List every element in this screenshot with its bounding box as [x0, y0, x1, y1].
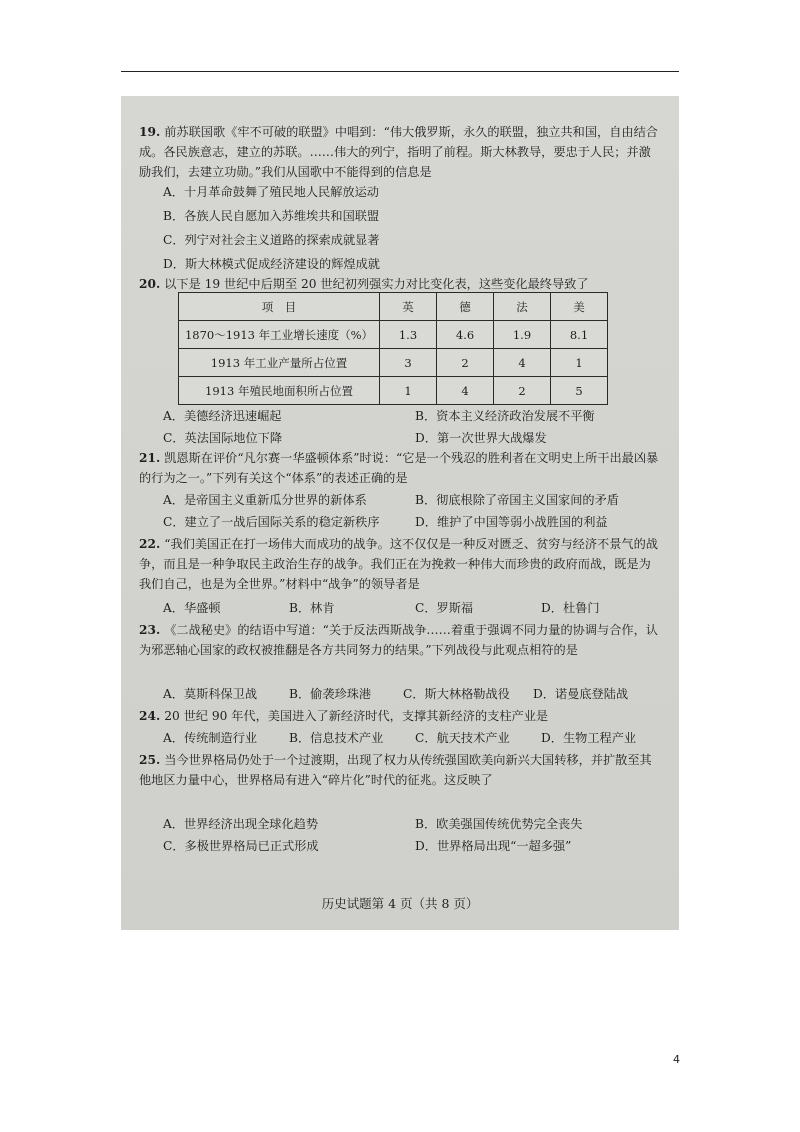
question-24 [139, 706, 661, 726]
option-d: D．杜鲁门 [541, 601, 600, 615]
table-header: 英 [380, 293, 437, 321]
question-number: 24. [139, 709, 161, 723]
question-number: 22. [139, 537, 161, 551]
question-number: 21. [139, 451, 161, 465]
options-row [163, 814, 661, 834]
question-stem: 前苏联国歌《牢不可破的联盟》中唱到：“伟大俄罗斯，永久的联盟，独立共和国，自由结合成。各民族意志，建立的苏联。……伟大的列宁，指明了前程。斯大林教导，要忠于人民；并激励我们，去建立功勋。”我们从国歌中不能得到的信息是 [139, 125, 658, 179]
table-cell: 1 [551, 349, 608, 377]
question-25 [139, 750, 661, 790]
option-d: D．第一次世界大战爆发 [415, 431, 547, 445]
table-cell: 1.3 [380, 321, 437, 349]
options-row [163, 512, 661, 532]
table-cell: 4 [494, 349, 551, 377]
question-number: 20. [139, 277, 161, 291]
question-21 [139, 448, 661, 488]
question-number: 23. [139, 623, 161, 637]
question-19 [139, 122, 661, 182]
table-cell: 4 [437, 377, 494, 405]
table-row [179, 321, 608, 349]
option-d: D．维护了中国等弱小战胜国的利益 [415, 515, 608, 529]
header-rule [121, 71, 679, 72]
option-b: B．林肯 [289, 601, 335, 615]
table-header-row [179, 293, 608, 321]
options-row [163, 490, 661, 510]
question-22 [139, 534, 661, 594]
option-d: D．斯大林模式促成经济建设的辉煌成就 [163, 257, 380, 271]
table-cell: 1913 年工业产量所占位置 [179, 349, 380, 377]
options-row [163, 406, 661, 426]
table-cell: 2 [494, 377, 551, 405]
option-d: D．生物工程产业 [541, 731, 637, 745]
option-b: B．信息技术产业 [289, 731, 384, 745]
options-row [163, 836, 661, 856]
option-b: B．彻底根除了帝国主义国家间的矛盾 [415, 493, 619, 507]
option-b: B．资本主义经济政治发展不平衡 [415, 409, 595, 423]
option-c: C．多极世界格局已正式形成 [163, 839, 319, 853]
table-header: 项 目 [179, 293, 380, 321]
option-a: A．世界经济出现全球化趋势 [163, 817, 319, 831]
question-23 [139, 620, 661, 660]
table-header: 法 [494, 293, 551, 321]
question-stem: 当今世界格局仍处于一个过渡期，出现了权力从传统强国欧美向新兴大国转移，并扩散至其他地区力量中心，世界格局有进入“碎片化”时代的征兆。这反映了 [139, 753, 652, 787]
option-c: C．斯大林格勒战役 [403, 687, 510, 701]
option-c: C．航天技术产业 [415, 731, 510, 745]
question-stem: “我们美国正在打一场伟大而成功的战争。这不仅仅是一种反对匮乏、贫穷与经济不景气的战争，而且是一种争取民主政治生存的战争。我们正在为挽救一种伟大而珍贵的政府而战，既是为我们自己，也是为全世界。”材料中“战争”的领导者是 [139, 537, 658, 591]
table-cell: 1913 年殖民地面积所占位置 [179, 377, 380, 405]
options-row [163, 728, 661, 748]
option-b: B．各族人民自愿加入苏维埃共和国联盟 [163, 209, 380, 223]
option-a: A．十月革命鼓舞了殖民地人民解放运动 [163, 185, 379, 199]
table-cell: 5 [551, 377, 608, 405]
table-cell: 8.1 [551, 321, 608, 349]
page-number: 4 [673, 1053, 680, 1066]
option-d: D．世界格局出现“一超多强” [415, 839, 572, 853]
option-a: A．华盛顿 [163, 601, 221, 615]
table-header: 美 [551, 293, 608, 321]
question-stem: 20 世纪 90 年代，美国进入了新经济时代，支撑其新经济的支柱产业是 [164, 709, 549, 723]
page-footer: 历史试题第 4 页（共 8 页） [321, 896, 479, 911]
options-row [163, 428, 661, 448]
table-cell: 1870～1913 年工业增长速度（%） [179, 321, 380, 349]
table-header: 德 [437, 293, 494, 321]
option-c: C．建立了一战后国际关系的稳定新秩序 [163, 515, 380, 529]
table-cell: 4.6 [437, 321, 494, 349]
question-number: 25. [139, 753, 161, 767]
scanned-exam-page [121, 96, 679, 930]
table-cell: 3 [380, 349, 437, 377]
question-stem: 凯恩斯在评价“凡尔赛一华盛顿体系”时说：“它是一个残忍的胜利者在文明史上所干出最凶暴的行为之一。”下列有关这个“体系”的表述正确的是 [139, 451, 659, 485]
option-c: C．英法国际地位下降 [163, 431, 283, 445]
table-cell: 1 [380, 377, 437, 405]
power-comparison-table [178, 292, 608, 405]
option-b: B．偷袭珍珠港 [289, 687, 372, 701]
option-a: A．美德经济迅速崛起 [163, 409, 282, 423]
option-a: A．莫斯科保卫战 [163, 687, 258, 701]
option-b: B．欧美强国传统优势完全丧失 [415, 817, 583, 831]
question-number: 19. [139, 125, 161, 139]
table-cell: 1.9 [494, 321, 551, 349]
option-d: D．诺曼底登陆战 [533, 687, 629, 701]
options-row [163, 598, 661, 618]
table-row [179, 377, 608, 405]
option-a: A．传统制造行业 [163, 731, 258, 745]
options-row [163, 684, 661, 704]
option-a: A．是帝国主义重新瓜分世界的新体系 [163, 493, 367, 507]
option-c: C．列宁对社会主义道路的探索成就显著 [163, 233, 380, 247]
question-stem: 《二战秘史》的结语中写道：“关于反法西斯战争……着重于强调不同力量的协调与合作，认为邪恶轴心国家的政权被推翻是各方共同努力的结果。”下列战役与此观点相符的是 [139, 623, 658, 657]
table-cell: 2 [437, 349, 494, 377]
question-20 [139, 274, 661, 294]
question-stem: 以下是 19 世纪中后期至 20 世纪初列强实力对比变化表，这些变化最终导致了 [164, 277, 589, 291]
option-c: C．罗斯福 [415, 601, 474, 615]
table-row [179, 349, 608, 377]
